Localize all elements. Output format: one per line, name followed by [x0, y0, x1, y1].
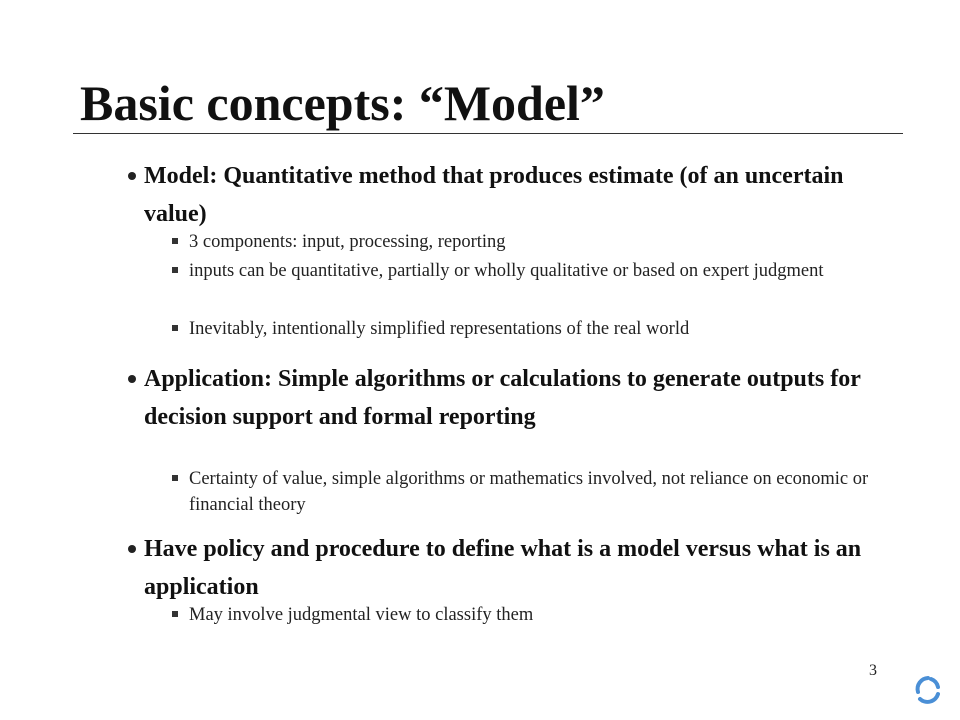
- square-bullet-icon: [172, 267, 178, 273]
- bullet-application: Application: Simple algorithms or calculations to generate outputs for decision support and formal reporting: [144, 366, 861, 430]
- bullet-policy: Have policy and procedure to define what is a model versus what is an application: [144, 536, 862, 600]
- bullet-dot-icon: [128, 545, 136, 553]
- sub-bullet-components: 3 components: input, processing, reporting: [189, 232, 506, 252]
- square-bullet-icon: [172, 475, 178, 481]
- bullet-dot-icon: [128, 172, 136, 180]
- square-bullet-icon: [172, 238, 178, 244]
- slide-title: Basic concepts: “Model”: [80, 75, 605, 131]
- sub-bullet-judgmental: May involve judgmental view to classify them: [189, 605, 534, 625]
- sub-bullet-simplified: Inevitably, intentionally simplified representations of the real world: [189, 319, 690, 339]
- square-bullet-icon: [172, 611, 178, 617]
- circular-arrows-logo-icon: [914, 675, 942, 705]
- page-number: 3: [869, 662, 877, 679]
- square-bullet-icon: [172, 325, 178, 331]
- sub-bullet-inputs: inputs can be quantitative, partially or wholly qualitative or based on expert judgment: [189, 261, 824, 281]
- bullet-dot-icon: [128, 375, 136, 383]
- bullet-model: Model: Quantitative method that produces estimate (of an uncertain value): [144, 163, 844, 227]
- sub-bullet-certainty: Certainty of value, simple algorithms or mathematics involved, not reliance on economic or financial theory: [189, 469, 869, 515]
